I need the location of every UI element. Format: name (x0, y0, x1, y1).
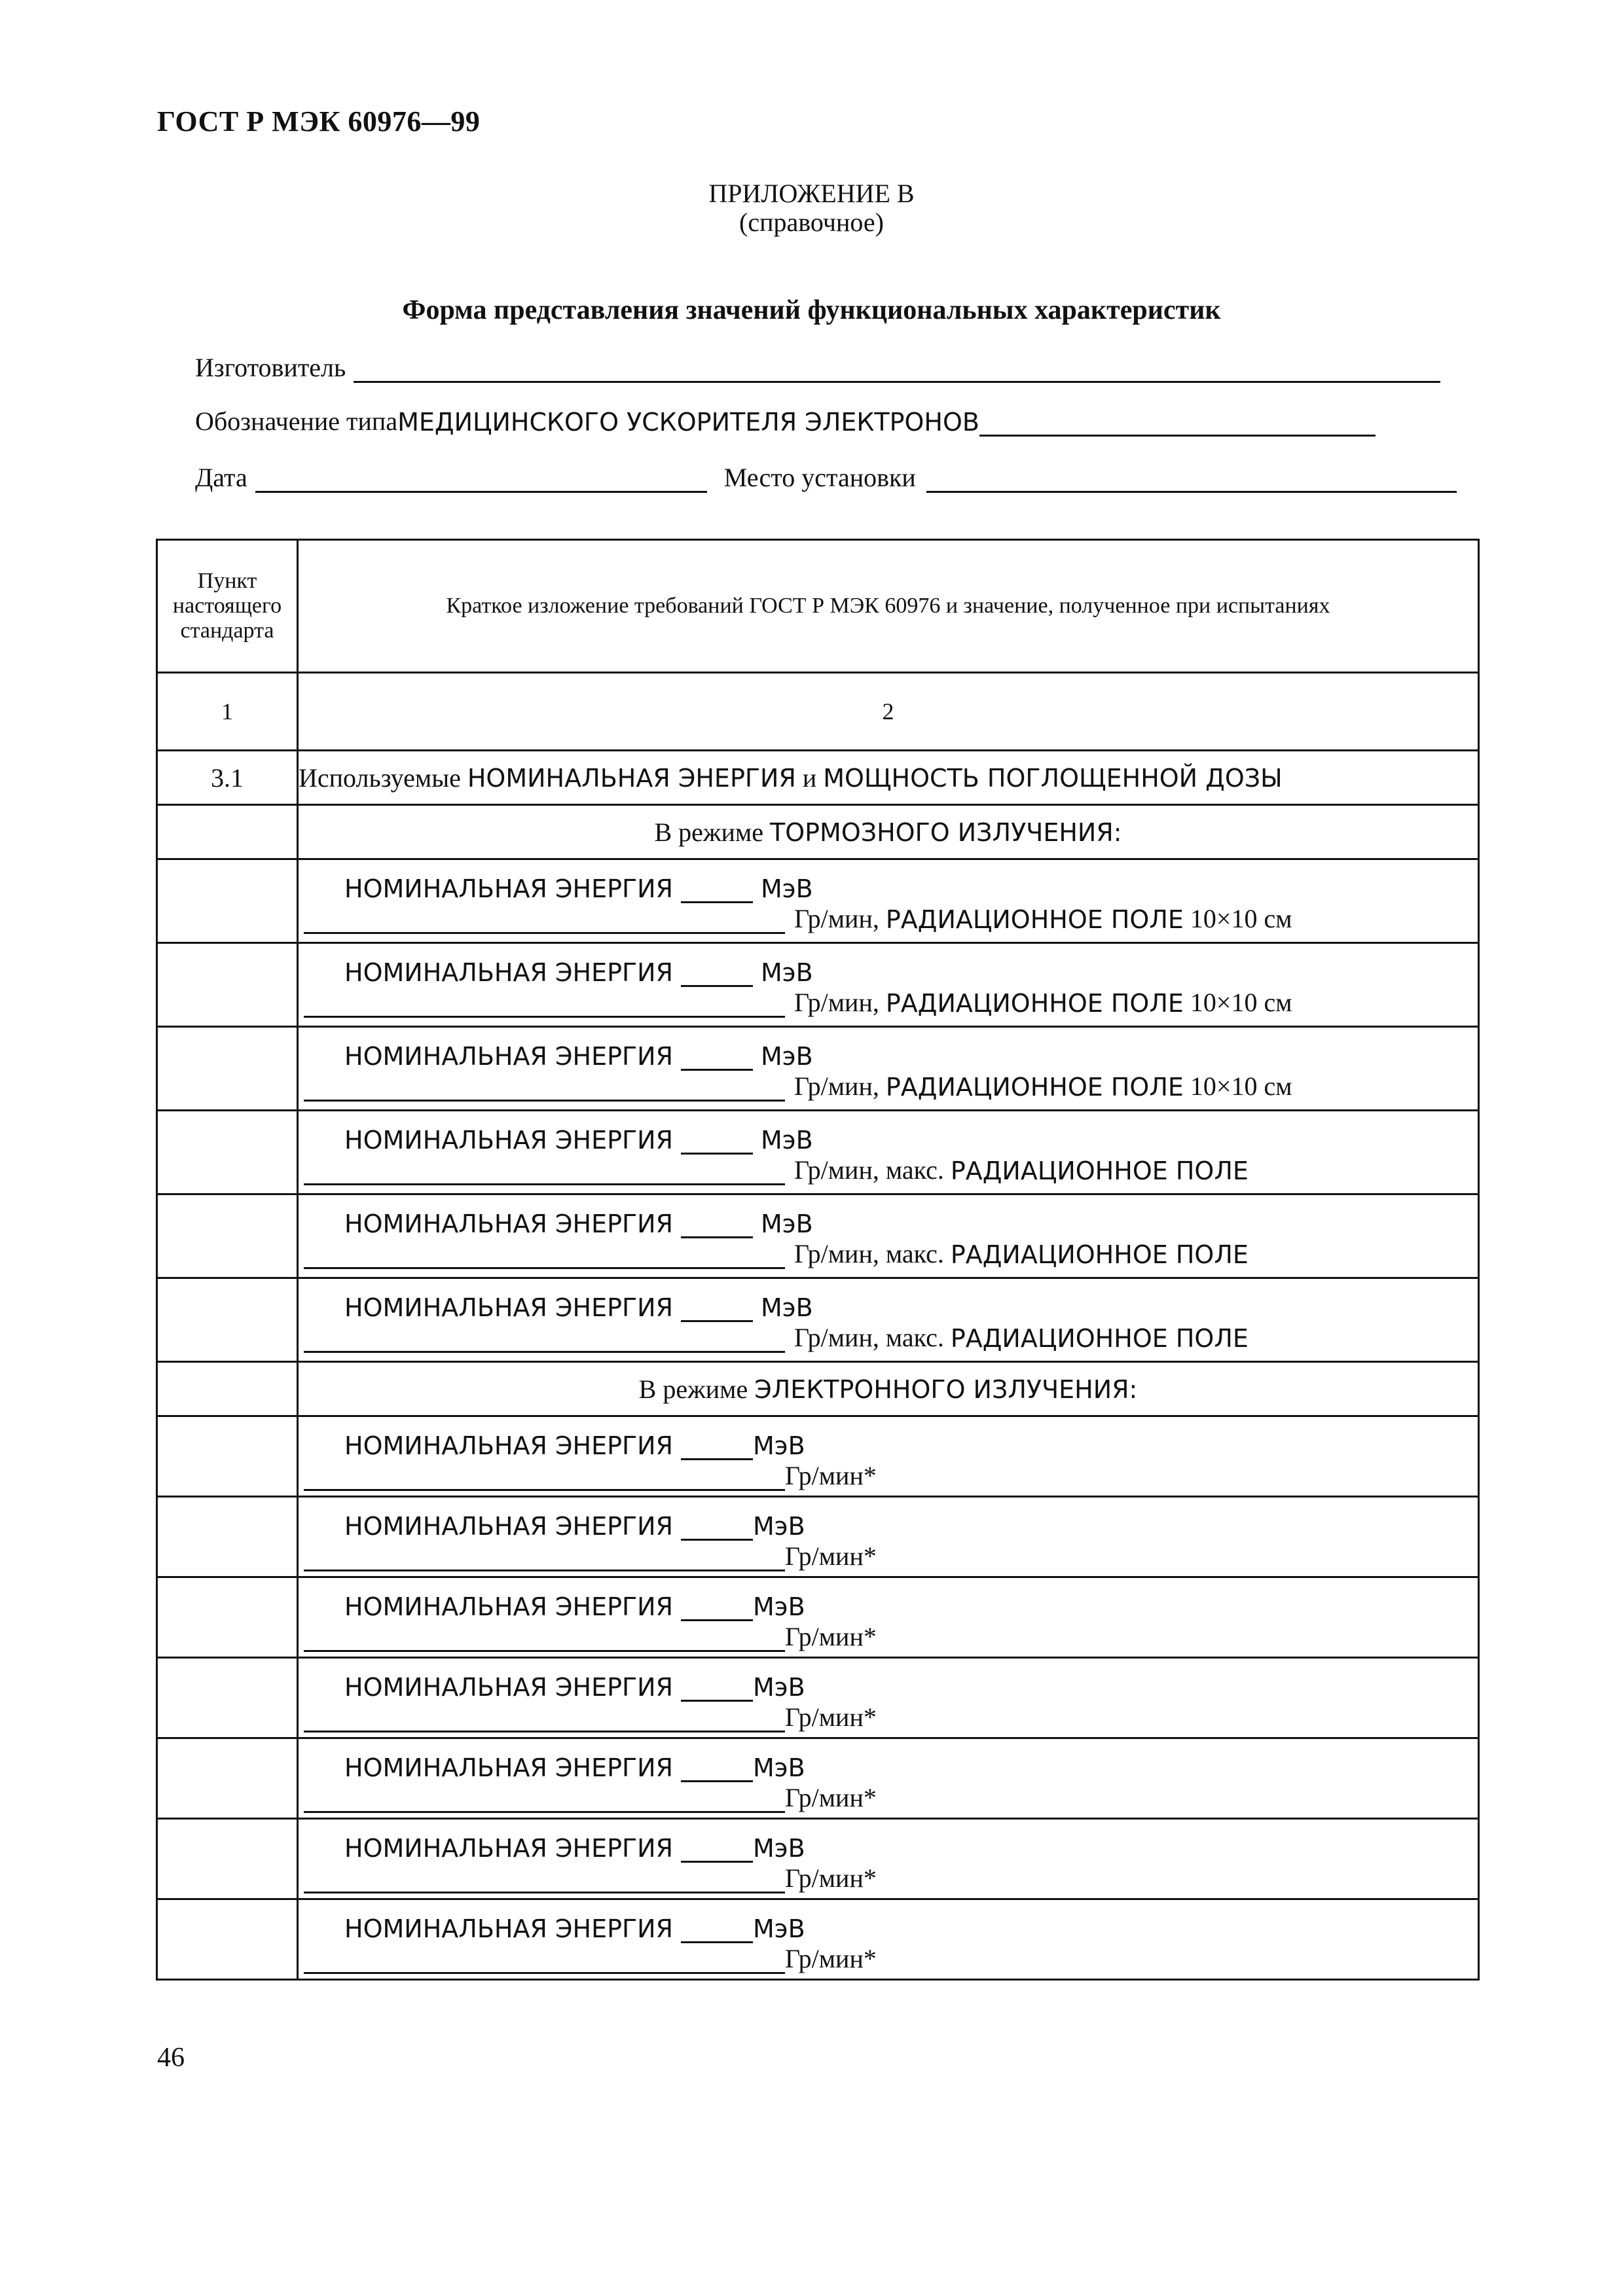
mode-electron-prefix: В режиме (638, 1374, 755, 1404)
energy-unit: МэВ (753, 1673, 805, 1702)
xray-row (157, 859, 1479, 943)
type-label: Обозначение типа (195, 406, 398, 436)
empty-cell (157, 1362, 298, 1416)
dose-tail: 10×10 см (1183, 988, 1292, 1017)
empty-cell (157, 1899, 298, 1980)
energy-unit: МэВ (753, 1753, 805, 1782)
form-title: Форма представления значений функциональных характеристик (402, 295, 1221, 325)
energy-unit: МэВ (761, 958, 813, 987)
dose-field[interactable] (304, 1547, 785, 1571)
electron-row-content (298, 1577, 1479, 1658)
electron-row (157, 1416, 1479, 1497)
energy-label: НОМИНАЛЬНАЯ ЭНЕРГИЯ (344, 1592, 673, 1621)
electron-row-pair (299, 1578, 1478, 1657)
item-prefix: Используемые (299, 762, 467, 793)
appendix-title: ПРИЛОЖЕНИЕ В (708, 179, 915, 208)
empty-cell (157, 1416, 298, 1497)
empty-cell (157, 943, 298, 1027)
empty-cell (157, 1497, 298, 1577)
mode-xray-row (157, 805, 1479, 859)
mode-xray-prefix: В режиме (654, 817, 770, 847)
dose-field[interactable] (304, 1708, 785, 1732)
xray-row-pair (299, 1028, 1478, 1109)
item-text (298, 751, 1479, 805)
electron-rows (157, 1416, 1479, 1980)
energy-unit: МэВ (753, 1592, 805, 1621)
energy-unit: МэВ (761, 1293, 813, 1322)
electron-row-pair (299, 1659, 1478, 1737)
mode-xray (298, 805, 1479, 859)
xray-row (157, 1027, 1479, 1111)
empty-cell (157, 1194, 298, 1278)
electron-row-pair (299, 1900, 1478, 1979)
energy-line (344, 1673, 805, 1702)
page-number: 46 (157, 2043, 185, 2073)
dose-field[interactable] (304, 1467, 785, 1491)
dose-field[interactable] (304, 1950, 785, 1974)
dose-prefix: Гр/мин, (794, 988, 886, 1017)
dose-line (304, 1322, 1249, 1353)
manufacturer-label: Изготовитель (195, 353, 346, 382)
dose-line (304, 1541, 877, 1571)
energy-label: НОМИНАЛЬНАЯ ЭНЕРГИЯ (344, 1512, 673, 1541)
date-location-row (195, 462, 1457, 493)
item-number: 3.1 (157, 751, 298, 805)
dose-line (304, 1238, 1249, 1269)
dose-field[interactable] (304, 910, 785, 934)
energy-unit: МэВ (753, 1914, 805, 1943)
energy-line (344, 874, 813, 903)
energy-field[interactable] (681, 879, 753, 903)
electron-row-content (298, 1819, 1479, 1899)
electron-row (157, 1497, 1479, 1577)
dose-suffix: Гр/мин* (785, 1944, 877, 1973)
mode-electron-caps: ЭЛЕКТРОННОГО ИЗЛУЧЕНИЯ: (754, 1374, 1138, 1404)
xray-row-content (298, 859, 1479, 943)
energy-field[interactable] (681, 1919, 753, 1943)
type-field[interactable] (979, 411, 1376, 437)
xray-row-content (298, 1111, 1479, 1194)
dose-line (304, 1155, 1249, 1185)
empty-cell (157, 1577, 298, 1658)
electron-row-content (298, 1738, 1479, 1819)
energy-unit: МэВ (753, 1512, 805, 1541)
electron-row (157, 1819, 1479, 1899)
dose-suffix: Гр/мин* (785, 1863, 877, 1893)
dose-prefix: Гр/мин, (794, 1071, 886, 1101)
xray-row-pair (299, 860, 1478, 942)
empty-cell (157, 1658, 298, 1738)
dose-field[interactable] (304, 1628, 785, 1652)
dose-suffix: Гр/мин* (785, 1541, 877, 1571)
energy-label: НОМИНАЛЬНАЯ ЭНЕРГИЯ (344, 1293, 673, 1322)
empty-cell (157, 1027, 298, 1111)
mode-electron (298, 1362, 1479, 1416)
xray-row (157, 943, 1479, 1027)
energy-field[interactable] (681, 1130, 753, 1155)
xray-row-content (298, 1027, 1479, 1111)
xray-row-content (298, 1278, 1479, 1362)
electron-row-pair (299, 1498, 1478, 1576)
dose-field[interactable] (304, 1245, 785, 1269)
empty-cell (157, 1111, 298, 1194)
dose-line (304, 1782, 877, 1813)
appendix-note: (справочное) (739, 207, 884, 237)
dose-tail: 10×10 см (1183, 1071, 1292, 1101)
energy-field[interactable] (681, 1597, 753, 1621)
dose-prefix: Гр/мин, макс. (794, 1239, 951, 1268)
energy-label: НОМИНАЛЬНАЯ ЭНЕРГИЯ (344, 1210, 673, 1238)
dose-line (304, 1621, 877, 1652)
energy-line (344, 1293, 813, 1322)
dose-suffix: Гр/мин* (785, 1702, 877, 1732)
energy-label: НОМИНАЛЬНАЯ ЭНЕРГИЯ (344, 1753, 673, 1782)
dose-tail: 10×10 см (1183, 904, 1292, 933)
energy-unit: МэВ (761, 1042, 813, 1071)
energy-field[interactable] (681, 1214, 753, 1238)
mode-xray-caps: ТОРМОЗНОГО ИЗЛУЧЕНИЯ: (770, 817, 1122, 847)
item-main: НОМИНАЛЬНАЯ ЭНЕРГИЯ (467, 763, 796, 793)
dose-line (304, 1943, 877, 1974)
dose-field[interactable] (304, 1789, 785, 1813)
dose-field[interactable] (304, 1161, 785, 1185)
type-name: МЕДИЦИНСКОГО УСКОРИТЕЛЯ ЭЛЕКТРОНОВ (397, 408, 979, 437)
location-label: Место установки (723, 463, 916, 492)
dose-field[interactable] (304, 1869, 785, 1893)
electron-row-pair (299, 1417, 1478, 1496)
dose-prefix: Гр/мин, макс. (794, 1155, 951, 1185)
header-clause-text: Пункт настоящего стандарта (172, 569, 282, 643)
xray-row (157, 1111, 1479, 1194)
col-num-2: 2 (298, 673, 1479, 751)
energy-label: НОМИНАЛЬНАЯ ЭНЕРГИЯ (344, 958, 673, 987)
xray-row-content (298, 943, 1479, 1027)
xray-row-content (298, 1194, 1479, 1278)
dose-suffix: Гр/мин* (785, 1622, 877, 1651)
col-num-1: 1 (157, 673, 298, 751)
energy-unit: МэВ (753, 1834, 805, 1863)
empty-cell (157, 859, 298, 943)
dose-field[interactable] (304, 994, 785, 1018)
dose-field-label: РАДИАЦИОННОЕ ПОЛЕ (950, 1324, 1249, 1353)
energy-unit: МэВ (761, 1126, 813, 1155)
xray-row-pair (299, 1279, 1478, 1361)
energy-field[interactable] (681, 1516, 753, 1541)
xray-row-pair (299, 944, 1478, 1026)
energy-line (344, 1126, 813, 1155)
table-header-row (157, 540, 1479, 673)
dose-line (304, 1071, 1292, 1102)
energy-field[interactable] (681, 1047, 753, 1071)
standard-designation: ГОСТ Р МЭК 60976—99 (157, 105, 481, 137)
energy-field[interactable] (681, 1298, 753, 1322)
electron-row (157, 1738, 1479, 1819)
energy-line (344, 958, 813, 987)
xray-row (157, 1278, 1479, 1362)
dose-field-label: РАДИАЦИОННОЕ ПОЛЕ (950, 1240, 1249, 1269)
type-row (195, 406, 1376, 437)
electron-row-content (298, 1497, 1479, 1577)
energy-unit: МэВ (753, 1431, 805, 1460)
energy-line (344, 1914, 805, 1943)
energy-unit: МэВ (761, 874, 813, 903)
electron-row-pair (299, 1739, 1478, 1818)
energy-line (344, 1753, 805, 1782)
date-field[interactable] (255, 467, 707, 493)
location-field[interactable] (926, 467, 1457, 493)
mode-electron-row (157, 1362, 1479, 1416)
dose-line (304, 1460, 877, 1491)
xray-row (157, 1194, 1479, 1278)
dose-prefix: Гр/мин, (794, 904, 886, 933)
dose-field-label: РАДИАЦИОННОЕ ПОЛЕ (950, 1157, 1249, 1185)
energy-label: НОМИНАЛЬНАЯ ЭНЕРГИЯ (344, 1126, 673, 1155)
electron-row-pair (299, 1820, 1478, 1898)
header-clause (157, 540, 298, 673)
energy-label: НОМИНАЛЬНАЯ ЭНЕРГИЯ (344, 1834, 673, 1863)
energy-field[interactable] (681, 1436, 753, 1460)
empty-cell (157, 805, 298, 859)
electron-row-content (298, 1658, 1479, 1738)
item-main2: МОЩНОСТЬ ПОГЛОЩЕННОЙ ДОЗЫ (823, 763, 1283, 793)
dose-prefix: Гр/мин, макс. (794, 1323, 951, 1352)
manufacturer-field[interactable] (354, 357, 1440, 383)
energy-field[interactable] (681, 1758, 753, 1782)
energy-field[interactable] (681, 1677, 753, 1702)
energy-label: НОМИНАЛЬНАЯ ЭНЕРГИЯ (344, 1042, 673, 1071)
dose-field[interactable] (304, 1077, 785, 1102)
dose-line (304, 1863, 877, 1893)
energy-line (344, 1431, 805, 1460)
dose-suffix: Гр/мин* (785, 1783, 877, 1812)
energy-unit: МэВ (761, 1210, 813, 1238)
energy-label: НОМИНАЛЬНАЯ ЭНЕРГИЯ (344, 874, 673, 903)
energy-line (344, 1042, 813, 1071)
date-label: Дата (195, 463, 247, 492)
energy-line (344, 1512, 805, 1541)
dose-line (304, 987, 1292, 1018)
dose-field[interactable] (304, 1329, 785, 1353)
dose-line (304, 903, 1292, 934)
empty-cell (157, 1819, 298, 1899)
energy-label: НОМИНАЛЬНАЯ ЭНЕРГИЯ (344, 1673, 673, 1702)
dose-line (304, 1702, 877, 1732)
characteristics-table (156, 539, 1480, 1981)
xray-rows (157, 859, 1479, 1362)
xray-row-pair (299, 1195, 1478, 1277)
empty-cell (157, 1278, 298, 1362)
energy-line (344, 1834, 805, 1863)
item-and: и (795, 762, 824, 793)
energy-line (344, 1592, 805, 1621)
energy-field[interactable] (681, 1839, 753, 1863)
energy-label: НОМИНАЛЬНАЯ ЭНЕРГИЯ (344, 1431, 673, 1460)
energy-line (344, 1210, 813, 1238)
electron-row-content (298, 1416, 1479, 1497)
item-row (157, 751, 1479, 805)
dose-field-label: РАДИАЦИОННОЕ ПОЛЕ (885, 989, 1184, 1018)
dose-field-label: РАДИАЦИОННОЕ ПОЛЕ (885, 1073, 1184, 1102)
xray-row-pair (299, 1111, 1478, 1193)
manufacturer-row (195, 352, 1440, 383)
dose-field-label: РАДИАЦИОННОЕ ПОЛЕ (885, 905, 1184, 934)
electron-row (157, 1658, 1479, 1738)
energy-label: НОМИНАЛЬНАЯ ЭНЕРГИЯ (344, 1914, 673, 1943)
electron-row (157, 1577, 1479, 1658)
electron-row-content (298, 1899, 1479, 1980)
empty-cell (157, 1738, 298, 1819)
header-requirements: Краткое изложение требований ГОСТ Р МЭК 60976 и значение, полученное при испытаниях (298, 540, 1479, 673)
dose-suffix: Гр/мин* (785, 1461, 877, 1490)
energy-field[interactable] (681, 963, 753, 987)
electron-row (157, 1899, 1479, 1980)
column-number-row (157, 673, 1479, 751)
